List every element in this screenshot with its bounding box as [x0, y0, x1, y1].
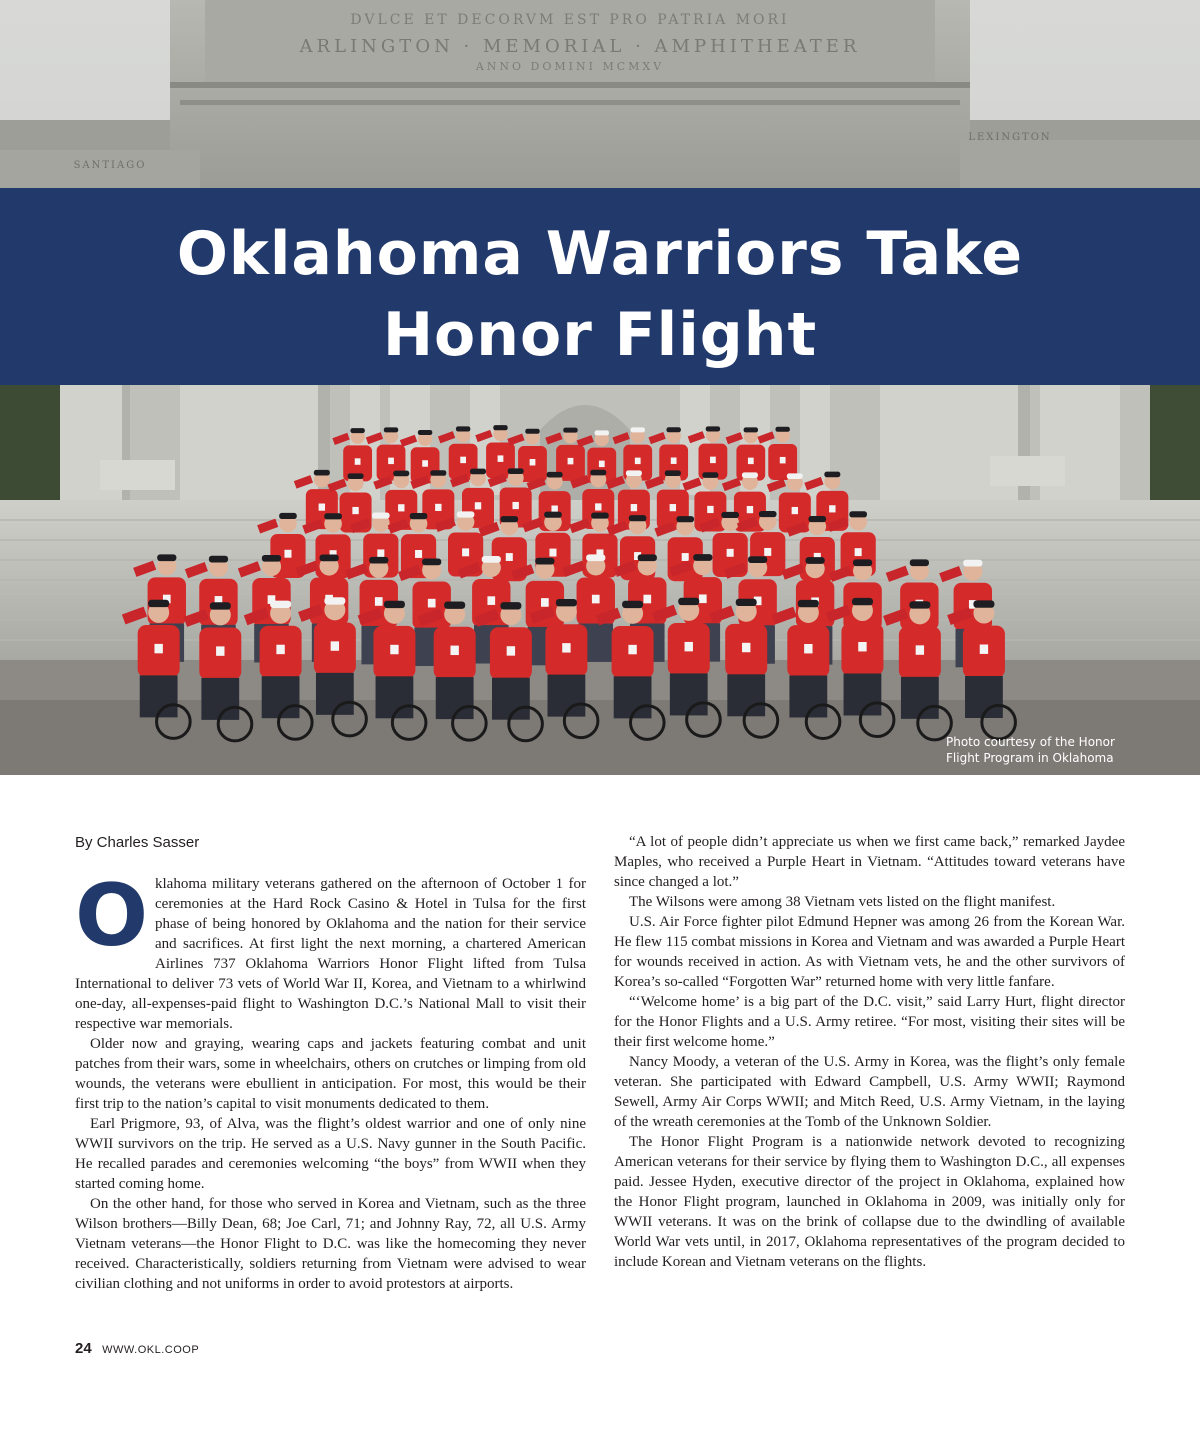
frieze-left: SANTIAGO: [73, 160, 147, 171]
inscription-date: ANNO DOMINI MCMXV: [475, 60, 665, 73]
article-column-right: [614, 832, 1125, 1272]
inscription-main: ARLINGTON · MEMORIAL · AMPHITHEATER: [299, 36, 861, 57]
article-paragraph: On the other hand, for those who served in Korea and Vietnam, such as the three Wilson brothers—Billy Dean, 68; Joe Carl, 71; and Johnny Ray, 72, all U.S. Army Vietnam veterans—the Honor Flight to D.C. was like the homecoming they never received. Characteristically, soldiers returning from Vietnam were advised to wear civilian clothing and not uniforms in order to avoid protestors at airports.: [75, 1196, 586, 1292]
article-paragraph: Nancy Moody, a veteran of the U.S. Army in Korea, was the flight’s only female veteran. She participated with Edward Campbell, U.S. Army WWII; Raymond Sewell, Army Air Corps WWII; and Mitch Reed, U.S. Army Vietnam, in the laying of the wreath ceremonies at the Tomb of the Unknown Soldier.: [614, 1054, 1125, 1130]
site-url: WWW.OKL.COOP: [102, 1344, 200, 1356]
photo-credit-line-1: Photo courtesy of the Honor: [946, 735, 1115, 749]
article-paragraph: The Wilsons were among 38 Vietnam vets listed on the flight manifest.: [629, 894, 1056, 910]
article-column-left: [75, 866, 586, 1294]
frieze-right: LEXINGTON: [968, 132, 1052, 143]
photo-credit-line-2: Flight Program in Oklahoma: [946, 751, 1114, 765]
article-paragraph: “‘Welcome home’ is a big part of the D.C. visit,” said Larry Hurt, flight director for the Honor Flights and a U.S. Army retiree. “For most, visiting their sites will be their first welcome home.”: [614, 994, 1125, 1050]
headline-line-1: Oklahoma Warriors Take: [176, 219, 1024, 289]
page-number: 24: [75, 1340, 92, 1357]
inscription-top: DVLCE ET DECORVM EST PRO PATRIA MORI: [350, 12, 790, 28]
byline: By Charles Sasser: [75, 834, 200, 851]
page-footer: [75, 1340, 199, 1358]
article-paragraph: “A lot of people didn’t appreciate us when we first came back,” remarked Jaydee Maples, who received a Purple Heart in Vietnam. “Attitudes toward veterans have since changed a lot.”: [614, 834, 1125, 890]
article-paragraph: U.S. Air Force fighter pilot Edmund Hepner was among 26 from the Korean War. He flew 115 combat missions in Korea and Vietnam and was awarded a Purple Heart for wounds received in action. As with Vietnam vets, he and the other survivors of Korea’s so-called “Forgotten War” returned home with very little fanfare.: [614, 914, 1125, 990]
article-paragraph: Oklahoma military veterans gathered on the afternoon of October 1 for ceremonies at the Hard Rock Casino & Hotel in Tulsa for the first phase of being honored by Oklahoma and the nation for their service and sacrifices. At first light the next morning, a chartered American Airlines 737 Oklahoma Warriors Honor Flight lifted from Tulsa International to deliver 73 vets of World War II, Korea, and Vietnam to a whirlwind one-day, all-expenses-paid flight to Washington D.C.’s National Mall to visit their respective war memorials.: [75, 866, 586, 1032]
article-paragraph: Earl Prigmore, 93, of Alva, was the flight’s oldest warrior and one of only nine WWII survivors on the trip. He served as a U.S. Navy gunner in the South Pacific. He recalled parades and ceremonies welcoming “the boys” from WWII when they started coming home.: [75, 1116, 586, 1192]
article-paragraph: The Honor Flight Program is a nationwide network devoted to recognizing American veterans for their service by flying them to Washington D.C., all expenses paid. Jessee Hyden, executive director of the project in Oklahoma, explained how the Honor Flight program, launched in Oklahoma in 2009, was initially only for WWII veterans. It was on the brink of collapse due to the dwindling of available World War vets until, in 2017, Oklahoma representatives of the program decided to include Korean and Vietnam veterans on the flights.: [614, 1134, 1125, 1270]
article-paragraph: Older now and graying, wearing caps and jackets featuring combat and unit patches from their wars, some in wheelchairs, others on crutches or limping from old wounds, the veterans were ebullient in anticipation. For most, this would be their first trip to the nation’s capital to visit monuments dedicated to them.: [75, 1036, 586, 1112]
drop-cap: O: [75, 866, 149, 966]
headline-line-2: Honor Flight: [382, 300, 818, 370]
photo-credit: [946, 734, 1186, 766]
